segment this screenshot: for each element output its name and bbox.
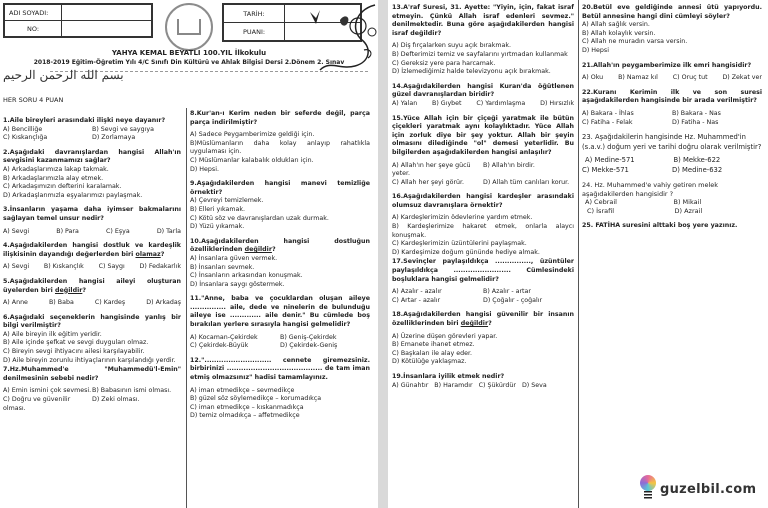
option-a[interactable]: A) Allah'ın her şeye gücü yeter. <box>392 161 471 178</box>
option-c[interactable]: C) Doğru ve güvenilir olması. <box>3 396 71 412</box>
option-d[interactable]: D) İnsanlara saygı göstermek. <box>190 280 285 288</box>
option-b[interactable]: B) Namaz kıl <box>618 74 658 82</box>
question-text: 20.Betül eve geldiğinde annesi ütü yapıyordu. Betül annesine hangi dini cümleyi söyler? <box>582 4 762 20</box>
option-c[interactable]: C) Yardımlaşma <box>476 99 526 107</box>
question-text-emphasis: değildir <box>460 320 489 327</box>
question-text <box>190 238 370 255</box>
option-d[interactable]: D) Hırsızlık <box>540 99 574 107</box>
option-b[interactable]: B) Baba <box>48 299 74 307</box>
column-2 <box>190 110 370 427</box>
question-text: 19.İnsanlara iyilik etmek nedir? <box>392 372 505 380</box>
question-text: 1.Aile bireyleri arasındaki ilişki neye dayanır? <box>3 117 166 124</box>
question-23 <box>582 133 762 175</box>
option-d[interactable]: D) Kötülüğe yaklaşmaz. <box>392 358 467 366</box>
question-11 <box>190 295 370 351</box>
name-field[interactable] <box>62 5 152 21</box>
question-20 <box>582 4 762 56</box>
option-d[interactable]: D) Tarla <box>156 227 181 235</box>
no-label: NO: <box>5 21 62 37</box>
question-16 <box>392 193 574 257</box>
question-4 <box>3 242 181 272</box>
option-b[interactable]: B) Mikail <box>673 198 702 207</box>
exam-title: 2018-2019 Eğitim-Öğretim Yılı 4/C Sınıfı Din Kültürü ve Ahlak Bilgisi Dersi 2.Dönem 2. Sınav <box>33 59 345 66</box>
option-c[interactable]: C) Allah ne muradın varsa versin. <box>582 38 688 46</box>
option-a[interactable]: A) Anne <box>3 299 28 307</box>
option-a[interactable]: A) Oku <box>582 74 604 82</box>
question-text <box>3 278 181 295</box>
question-text: 22.Kuranı Kerimin ilk ve son suresi aşağıdakilerden hangisinde bir arada verilmiştir? <box>582 88 762 105</box>
option-d[interactable]: D) temiz olmadıkça – affetmedikçe <box>190 412 300 420</box>
question-8 <box>190 110 370 174</box>
option-d[interactable]: D) Hepsi <box>582 46 609 54</box>
question-text: 8.Kur'an-ı Kerim neden bir seferde değil, parça parça indirilmiştir? <box>190 110 370 126</box>
lightbulb-base-icon <box>644 491 652 499</box>
question-text: 24. Hz. Muhammed'e vahiy getiren melek aşağıdakilerden hangisidir ? <box>582 181 719 198</box>
question-text-emphasis: olamaz <box>135 250 161 258</box>
option-a[interactable]: A) Çevreyi temizlemek. <box>190 197 264 205</box>
question-2 <box>3 149 181 201</box>
option-d[interactable]: D) Allah tüm canlıları korur. <box>483 178 570 186</box>
option-a[interactable]: A) Kocaman-Çekirdek <box>190 333 258 341</box>
question-text-post: ? <box>82 286 86 294</box>
question-text: 11."Anne, baba ve çocuklardan oluşan aileye ............... aile, dede ve ninelerin de bulunduğu aileye ise ............. aile denir." Bu cümlede boş bırakılan yerlere sırasıyla hangisi gelmelidir? <box>190 295 370 329</box>
option-b[interactable]: B) Para <box>56 227 79 235</box>
option-b[interactable]: B) Defterimizi temiz ve sayfalarını yırtmadan kullanmak <box>392 50 568 58</box>
name-label: ADI SOYADI: <box>5 5 62 21</box>
question-text: 6.Aşağıdaki seçeneklerin hangisinde yanlış bir bilgi verilmiştir? <box>3 313 181 330</box>
option-b[interactable]: B) Arkadaşlarımızla alay etmek. <box>3 174 104 182</box>
question-7 <box>3 366 181 413</box>
option-a[interactable]: A) Üzerine düşen görevleri yapar. <box>392 332 498 340</box>
question-text: 3.İnsanların yaşama daha iyimser bakmalarını sağlayan temel unsur nedir? <box>3 206 181 222</box>
no-field[interactable] <box>62 21 152 37</box>
option-d[interactable]: D) Seva <box>521 381 547 389</box>
question-text: 9.Aşağıdakilerden hangisi manevi temizliğe örnektir? <box>190 180 370 196</box>
option-a[interactable]: A) Allah sağlık versin. <box>582 21 650 29</box>
lightbulb-logo-icon <box>640 475 656 491</box>
option-c[interactable]: C) Kıskançlığa <box>3 134 48 142</box>
question-text: 2.Aşağıdaki davranışlardan hangisi Allah'ın sevgisini kazanmamızı sağlar? <box>3 148 181 165</box>
question-22 <box>582 89 762 127</box>
column-4 <box>582 4 762 356</box>
option-a[interactable]: A) Medine-571 <box>585 156 635 165</box>
option-a[interactable]: A) Cebrail <box>585 198 617 207</box>
option-b[interactable]: B) Aile içinde şefkat ve sevgi duyguları olmaz. <box>3 339 149 347</box>
option-c[interactable]: C) Oruç tut <box>672 74 708 82</box>
question-text: 13.A'raf Suresi, 31. Ayette: "Yiyin, için, fakat israf etmeyin. Çünkü Allah israf edenleri sevmez." denilmektedir. Buna göre aşağıdakilerden hangisi israf değildir? <box>392 4 574 37</box>
option-b[interactable]: B)Müslümanların daha kolay anlayıp rahatlıkla uygulaması için. <box>190 139 370 156</box>
exam-page-right <box>388 0 768 508</box>
question-text-post: ? <box>160 250 165 258</box>
exam-page-left <box>0 0 378 508</box>
bismillah-calligraphy: بسم الله الرحمن الرحيم <box>3 68 124 82</box>
column-3 <box>392 4 574 396</box>
option-d[interactable]: D) Azrail <box>674 206 703 215</box>
column-divider <box>578 0 579 508</box>
option-a[interactable]: A) Diş fırçalarken suyu açık bırakmak. <box>392 42 512 50</box>
option-b[interactable]: B) Kardeşlerimize hakaret etmek, onlarla alaycı konuşmak. <box>392 223 574 239</box>
points-note: HER SORU 4 PUAN <box>3 96 64 104</box>
option-a[interactable]: A) Bakara - İhlas <box>582 109 634 117</box>
question-text <box>3 242 181 259</box>
option-c[interactable]: C) Fatiha - Felak <box>582 118 633 126</box>
question-text-emphasis: değildir <box>244 246 272 254</box>
question-text: 17.Sevinçler paylaşıldıkça ..............., üzüntüler paylaşıldıkça ........................ Cümlesindeki boşluklara hangisi gelmelidir? <box>392 258 574 283</box>
question-12 <box>190 357 370 421</box>
option-a[interactable]: A) Bencilliğe <box>3 125 43 133</box>
question-1 <box>3 117 181 143</box>
option-b[interactable]: B) Babasının ismi olması. <box>92 387 172 395</box>
question-5 <box>3 278 181 308</box>
option-c[interactable]: C) Müslümanlar kalabalık oldukları için. <box>190 156 314 164</box>
question-17 <box>392 258 574 305</box>
option-a[interactable]: A) Arkadaşlarımıza lakap takmak. <box>3 165 109 173</box>
question-text-pre: 5.Aşağıdakilerden hangisi aileyi oluşturan üyelerden biri <box>3 277 181 294</box>
column-1 <box>3 117 181 419</box>
option-d[interactable]: D) Hepsi. <box>190 165 219 173</box>
question-text <box>392 311 574 328</box>
question-text-post: ? <box>488 320 492 327</box>
option-b[interactable]: B) Mekke-622 <box>673 156 721 165</box>
option-b[interactable]: B) güzel söz söylemedikçe – korumadıkça <box>190 395 322 403</box>
option-a[interactable]: A) iman etmedikçe – sevmedikçe <box>190 386 295 394</box>
option-c[interactable]: C) Arkadaşımızın defterini karalamak. <box>3 183 122 191</box>
question-19 <box>392 373 574 390</box>
option-b[interactable]: B) Elleri yıkamak. <box>190 205 245 213</box>
question-text-pre: 4.Aşağıdakilerden hangisi dostluk ve kardeşlik ilişkisinin dayandığı değerlerden biri <box>3 242 181 258</box>
option-d[interactable]: D) İzlemediğimiz halde televizyonu açık bırakmak. <box>392 68 551 76</box>
score-label: PUANI: <box>224 23 285 41</box>
option-c[interactable]: C) İnsanların arkasından konuşmak. <box>190 272 303 280</box>
option-c[interactable]: C) Artar - azalır <box>392 296 441 304</box>
question-text-pre: 10.Aşağıdakilerden hangisi dostluğun özelliklerinden <box>190 237 370 254</box>
option-c[interactable]: C) Kötü söz ve davranışlardan uzak durmak. <box>190 214 329 222</box>
option-b[interactable]: B) Haramdır <box>434 381 473 389</box>
question-text: 21.Allah'ın peygamberimize ilk emri hangisidir? <box>582 61 752 69</box>
option-a[interactable]: A) İnsanlara güven vermek. <box>190 254 278 262</box>
option-d[interactable]: D) Arkadaş <box>146 299 181 307</box>
option-c[interactable]: C) iman etmedikçe – kıskanmadıkça <box>190 403 304 411</box>
brand-watermark: guzelbil.com <box>660 482 757 497</box>
option-a[interactable]: A) Sevgi <box>3 263 30 271</box>
option-c[interactable]: C) Eşya <box>105 227 130 235</box>
option-d[interactable]: D) Fatiha - Nas <box>672 118 719 126</box>
question-18 <box>392 311 574 367</box>
question-text: 12."............................ cennete giremezsiniz. birbirinizi ........................................ de tam iman etmiş olmazsınız" hadisi tamamlayınız. <box>190 356 370 382</box>
option-a[interactable]: A) Aile bireyin ilk eğitim yeridir. <box>3 330 102 338</box>
option-d[interactable]: D) Aile bireyin zorunlu ihtiyaçlarının karşılandığı yerdir. <box>3 356 176 364</box>
option-d[interactable]: D) Kardeşimize doğum gününde hediye almak. <box>392 248 540 256</box>
question-text: 15.Yüce Allah için bir çiçeği yaratmak ile bütün çiçekleri yaratmak aynı kolaylıktadır. Yüce Allah için zorluk diye bir şey yoktur. Allah bir şeyin olmasını dilediğinde "ol" demesi yeterlidir. Bu bilgilerden aşağıdakilerden hangisi anlaşılır? <box>392 114 574 156</box>
option-a[interactable]: A) Emin ismini çok sevmesi. <box>3 387 92 395</box>
option-d[interactable]: D) Yüzü yıkamak. <box>190 223 245 231</box>
option-b[interactable]: B) İnsanları sevmek. <box>190 263 255 271</box>
question-24 <box>582 181 762 215</box>
question-10 <box>190 238 370 290</box>
option-c[interactable]: C) İsrafil <box>587 206 614 215</box>
option-b[interactable]: B) Emanete ihanet etmez. <box>392 341 475 349</box>
option-c[interactable]: C) Bireyin sevgi ihtiyacını ailesi karşılayabilir. <box>3 348 145 356</box>
option-d[interactable]: D) Fedakarlık <box>139 263 181 271</box>
option-c[interactable]: C) Kardeşlerimizin üzüntülerini paylaşmak. <box>392 240 527 248</box>
option-c[interactable]: C) Çekirdek-Büyük <box>190 342 249 350</box>
option-a[interactable]: A) Sadece Peygamberimize geldiği için. <box>190 131 315 139</box>
question-13 <box>392 4 574 77</box>
option-c[interactable]: C) Kardeş <box>94 299 126 307</box>
option-a[interactable]: A) Kardeşlerimizin ödevlerine yardım etmek. <box>392 214 533 222</box>
question-text-pre: 18.Aşağıdakilerden hangisi güvenilir bir insanın özelliklerinden biri <box>392 311 574 327</box>
option-a[interactable]: A) Sevgi <box>3 227 30 235</box>
question-text: 23. Aşağıdakilerin hangisinde Hz. Muhammed'in (s.a.v.) doğum yeri ve tarihi doğru olarak verilmiştir? <box>582 133 762 151</box>
question-21 <box>582 62 762 83</box>
option-b[interactable]: B) Sevgi ve saygıya <box>92 125 154 133</box>
option-d[interactable]: D) Zekat ver <box>722 74 762 82</box>
student-info-box <box>3 3 153 38</box>
option-c[interactable]: C) Saygı <box>98 263 125 271</box>
question-text: 16.Aşağıdakilerden hangisi kardeşler arasındaki olumsuz davranışlara örnektir? <box>392 193 574 209</box>
option-a[interactable]: A) Günahtır <box>392 381 429 389</box>
option-b[interactable]: B) Allah kolaylık versin. <box>582 29 656 37</box>
option-d[interactable]: D) Çoğalır - çoğalır <box>483 296 543 304</box>
column-divider <box>186 108 187 508</box>
question-25 <box>582 222 762 351</box>
option-b[interactable]: B) Gıybet <box>432 99 462 107</box>
question-14 <box>392 83 574 109</box>
question-15 <box>392 115 574 188</box>
question-text-emphasis: değildir <box>54 286 83 294</box>
question-text-post: ? <box>271 246 276 254</box>
option-d[interactable]: D) Zorlamaya <box>92 134 136 142</box>
option-b[interactable]: B) Bakara - Nas <box>672 109 721 117</box>
meb-logo <box>165 3 213 51</box>
option-c[interactable]: C) Başkaları ile alay eder. <box>392 349 472 357</box>
question-3 <box>3 206 181 236</box>
option-c[interactable]: C) Allah her şeyi görür. <box>392 178 465 186</box>
question-text: 25. FATİHA suresini alttaki boş yere yazınız. <box>582 221 738 229</box>
option-d[interactable]: D) Arkadaşlarımızla eşyalarımızı paylaşmak. <box>3 191 143 199</box>
option-a[interactable]: A) Azalır - azalır <box>392 288 442 296</box>
question-text: 7.Hz.Muhammed'e "Muhammedü'l-Emin" denilmesinin sebebi nedir? <box>3 366 181 382</box>
option-a[interactable]: A) Yalan <box>392 99 418 107</box>
option-d[interactable]: D) Zeki olması. <box>92 396 140 404</box>
school-name: YAHYA KEMAL BEYATLI 100.YIL İlkokulu <box>111 49 267 57</box>
option-b[interactable]: B) Kıskançlık <box>43 263 84 271</box>
option-c[interactable]: C) Şükürdür <box>478 381 516 389</box>
question-6 <box>3 314 181 366</box>
option-b[interactable]: B) Allah'ın birdir. <box>483 161 535 169</box>
option-d[interactable]: D) Çekirdek-Geniş <box>280 342 338 350</box>
option-c[interactable]: C) Mekke-571 <box>582 165 629 174</box>
option-c[interactable]: C) Gereksiz yere para harcamak. <box>392 59 496 67</box>
question-text: 14.Aşağıdakilerden hangisi Kuran'da öğütlenen güzel davranışlardan biridir? <box>392 82 574 99</box>
question-9 <box>190 180 370 232</box>
option-b[interactable]: B) Azalır - artar <box>483 288 531 296</box>
date-label: TARİH: <box>224 5 285 23</box>
option-d[interactable]: D) Medine-632 <box>672 165 723 174</box>
answer-area[interactable] <box>582 230 762 350</box>
option-b[interactable]: B) Geniş-Çekirdek <box>280 333 337 341</box>
